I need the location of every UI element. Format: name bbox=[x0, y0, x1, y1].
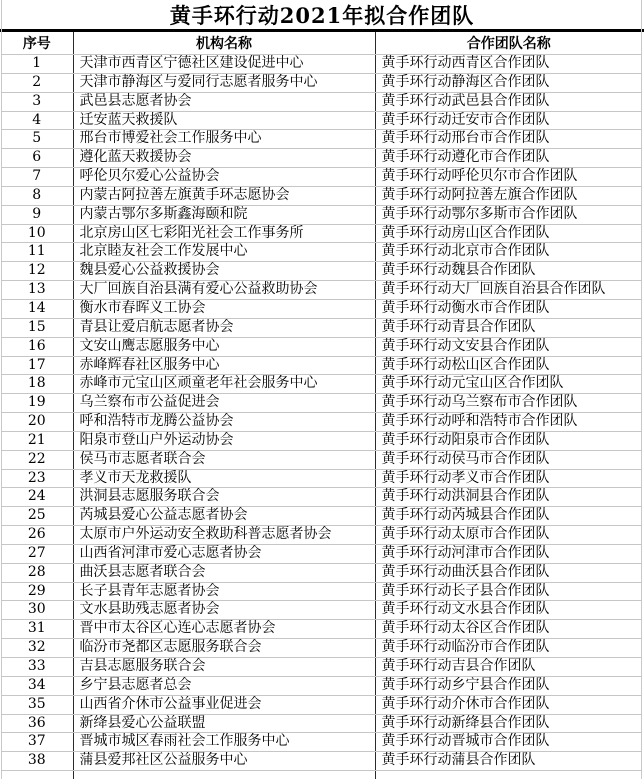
org-name-cell: 天津市西青区宁德社区建设促进中心 bbox=[73, 55, 375, 74]
team-name-cell: 黄手环行动鄂尔多斯市合作团队 bbox=[375, 205, 642, 224]
table-row bbox=[1, 186, 642, 205]
team-name-cell: 黄手环行动长子县合作团队 bbox=[375, 582, 642, 601]
team-name-cell: 黄手环行动阳泉市合作团队 bbox=[375, 431, 642, 450]
org-name-cell: 呼伦贝尔爱心公益协会 bbox=[73, 168, 375, 187]
org-name-cell: 吉县志愿服务联合会 bbox=[73, 658, 375, 677]
row-index-cell: 12 bbox=[1, 262, 73, 281]
row-index-cell: 14 bbox=[1, 299, 73, 318]
org-name-cell: 新绛县爱心公益联盟 bbox=[73, 714, 375, 733]
team-name-cell: 黄手环行动河津市合作团队 bbox=[375, 544, 642, 563]
team-name-cell: 黄手环行动蒲县合作团队 bbox=[375, 752, 642, 771]
org-name-cell: 长子县青年志愿者协会 bbox=[73, 582, 375, 601]
org-name-cell bbox=[73, 771, 375, 779]
team-name-cell: 黄手环行动呼和浩特市合作团队 bbox=[375, 413, 642, 432]
team-name-cell: 黄手环行动晋城市合作团队 bbox=[375, 733, 642, 752]
table-title: 黄手环行动2021年拟合作团队 bbox=[169, 2, 475, 28]
row-index-cell: 1 bbox=[1, 55, 73, 74]
org-name-cell: 武邑县志愿者协会 bbox=[73, 92, 375, 111]
table-row bbox=[1, 73, 642, 92]
row-index-cell: 23 bbox=[1, 469, 73, 488]
row-index-cell: 20 bbox=[1, 413, 73, 432]
table-row bbox=[1, 676, 642, 695]
row-index-cell: 10 bbox=[1, 224, 73, 243]
org-name-cell: 临汾市尧都区志愿服务联合会 bbox=[73, 639, 375, 658]
org-name-cell: 邢台市博爱社会工作服务中心 bbox=[73, 130, 375, 149]
row-index-cell: 7 bbox=[1, 168, 73, 187]
row-index-cell: 15 bbox=[1, 318, 73, 337]
table-row bbox=[1, 243, 642, 262]
table-row bbox=[1, 149, 642, 168]
org-name-cell: 青县让爱启航志愿者协会 bbox=[73, 318, 375, 337]
row-index-cell: 11 bbox=[1, 243, 73, 262]
row-index-cell: 34 bbox=[1, 676, 73, 695]
team-name-cell: 黄手环行动遵化市合作团队 bbox=[375, 149, 642, 168]
row-index-cell bbox=[1, 771, 73, 779]
table-row bbox=[1, 262, 642, 281]
team-name-cell: 黄手环行动太谷区合作团队 bbox=[375, 620, 642, 639]
row-index-cell: 6 bbox=[1, 149, 73, 168]
row-index-cell: 27 bbox=[1, 544, 73, 563]
row-index-cell: 33 bbox=[1, 658, 73, 677]
org-name-cell: 大厂回族自治县满有爱心公益救助协会 bbox=[73, 281, 375, 300]
table-row bbox=[1, 469, 642, 488]
org-name-cell: 曲沃县志愿者联合会 bbox=[73, 563, 375, 582]
team-name-cell: 黄手环行动乌兰察布市合作团队 bbox=[375, 394, 642, 413]
row-index-cell: 29 bbox=[1, 582, 73, 601]
team-name-cell: 黄手环行动北京市合作团队 bbox=[375, 243, 642, 262]
row-index-cell: 21 bbox=[1, 431, 73, 450]
header-row bbox=[1, 32, 642, 55]
org-name-cell: 蒲县爱邦社区公益服务中心 bbox=[73, 752, 375, 771]
org-name-cell: 芮城县爱心公益志愿者协会 bbox=[73, 507, 375, 526]
org-name-cell: 迁安蓝天救援队 bbox=[73, 111, 375, 130]
team-name-cell: 黄手环行动大厂回族自治县合作团队 bbox=[375, 281, 642, 300]
org-name-cell: 文安山鹰志愿服务中心 bbox=[73, 337, 375, 356]
team-name-cell: 黄手环行动迁安市合作团队 bbox=[375, 111, 642, 130]
table-row bbox=[1, 111, 642, 130]
row-index-cell: 18 bbox=[1, 375, 73, 394]
row-index-cell: 16 bbox=[1, 337, 73, 356]
team-name-cell: 黄手环行动孝义市合作团队 bbox=[375, 469, 642, 488]
team-name-cell: 黄手环行动介休市合作团队 bbox=[375, 695, 642, 714]
org-name-cell: 乡宁县志愿者总会 bbox=[73, 676, 375, 695]
org-name-cell: 天津市静海区与爱同行志愿者服务中心 bbox=[73, 73, 375, 92]
org-name-cell: 北京房山区七彩阳光社会工作事务所 bbox=[73, 224, 375, 243]
team-name-cell: 黄手环行动邢台市合作团队 bbox=[375, 130, 642, 149]
team-name-cell: 黄手环行动衡水市合作团队 bbox=[375, 299, 642, 318]
team-name-cell: 黄手环行动房山区合作团队 bbox=[375, 224, 642, 243]
table-header bbox=[1, 32, 642, 55]
table-row bbox=[1, 92, 642, 111]
team-name-cell: 黄手环行动魏县合作团队 bbox=[375, 262, 642, 281]
table-row bbox=[1, 544, 642, 563]
team-name-cell: 黄手环行动曲沃县合作团队 bbox=[375, 563, 642, 582]
table-row bbox=[1, 695, 642, 714]
table-row bbox=[1, 488, 642, 507]
table-row bbox=[1, 130, 642, 149]
table-row bbox=[1, 356, 642, 375]
table-row bbox=[1, 375, 642, 394]
team-name-cell: 黄手环行动文水县合作团队 bbox=[375, 601, 642, 620]
cooperation-table bbox=[1, 32, 642, 779]
team-name-cell: 黄手环行动太原市合作团队 bbox=[375, 526, 642, 545]
table-row bbox=[1, 431, 642, 450]
org-name-cell: 魏县爱心公益救援协会 bbox=[73, 262, 375, 281]
org-name-cell: 孝义市天龙救援队 bbox=[73, 469, 375, 488]
row-index-cell: 38 bbox=[1, 752, 73, 771]
team-name-cell: 黄手环行动青县合作团队 bbox=[375, 318, 642, 337]
org-name-cell: 北京睦友社会工作发展中心 bbox=[73, 243, 375, 262]
row-index-cell: 19 bbox=[1, 394, 73, 413]
row-index-cell: 3 bbox=[1, 92, 73, 111]
table-row bbox=[1, 450, 642, 469]
row-index-cell: 13 bbox=[1, 281, 73, 300]
org-name-cell: 晋城市城区春雨社会工作服务中心 bbox=[73, 733, 375, 752]
row-index-cell: 9 bbox=[1, 205, 73, 224]
table-row bbox=[1, 526, 642, 545]
table-body bbox=[1, 55, 642, 779]
col-header-org-name: 机构名称 bbox=[73, 32, 375, 55]
org-name-cell: 遵化蓝天救援协会 bbox=[73, 149, 375, 168]
team-name-cell: 黄手环行动侯马市合作团队 bbox=[375, 450, 642, 469]
table-row bbox=[1, 620, 642, 639]
partial-row bbox=[1, 771, 642, 779]
org-name-cell: 赤峰辉春社区服务中心 bbox=[73, 356, 375, 375]
table-row bbox=[1, 55, 642, 74]
row-index-cell: 28 bbox=[1, 563, 73, 582]
table-row bbox=[1, 224, 642, 243]
table-row bbox=[1, 752, 642, 771]
table-row bbox=[1, 507, 642, 526]
table-row bbox=[1, 658, 642, 677]
row-index-cell: 22 bbox=[1, 450, 73, 469]
org-name-cell: 阳泉市登山户外运动协会 bbox=[73, 431, 375, 450]
row-index-cell: 37 bbox=[1, 733, 73, 752]
row-index-cell: 2 bbox=[1, 73, 73, 92]
row-index-cell: 24 bbox=[1, 488, 73, 507]
team-name-cell: 黄手环行动乡宁县合作团队 bbox=[375, 676, 642, 695]
table-row bbox=[1, 299, 642, 318]
team-name-cell: 黄手环行动阿拉善左旗合作团队 bbox=[375, 186, 642, 205]
table-row bbox=[1, 413, 642, 432]
row-index-cell: 32 bbox=[1, 639, 73, 658]
table-row bbox=[1, 394, 642, 413]
row-index-cell: 35 bbox=[1, 695, 73, 714]
table-row bbox=[1, 168, 642, 187]
table-row bbox=[1, 563, 642, 582]
team-name-cell: 黄手环行动西青区合作团队 bbox=[375, 55, 642, 74]
row-index-cell: 25 bbox=[1, 507, 73, 526]
org-name-cell: 太原市户外运动安全救助科普志愿者协会 bbox=[73, 526, 375, 545]
row-index-cell: 5 bbox=[1, 130, 73, 149]
table-row bbox=[1, 733, 642, 752]
table-row bbox=[1, 639, 642, 658]
team-name-cell: 黄手环行动吉县合作团队 bbox=[375, 658, 642, 677]
table-row bbox=[1, 582, 642, 601]
org-name-cell: 呼和浩特市龙腾公益协会 bbox=[73, 413, 375, 432]
table-row bbox=[1, 205, 642, 224]
team-name-cell: 黄手环行动文安县合作团队 bbox=[375, 337, 642, 356]
team-name-cell: 黄手环行动临汾市合作团队 bbox=[375, 639, 642, 658]
org-name-cell: 晋中市太谷区心连心志愿者协会 bbox=[73, 620, 375, 639]
team-name-cell bbox=[375, 771, 642, 779]
team-name-cell: 黄手环行动元宝山区合作团队 bbox=[375, 375, 642, 394]
row-index-cell: 4 bbox=[1, 111, 73, 130]
org-name-cell: 侯马市志愿者联合会 bbox=[73, 450, 375, 469]
row-index-cell: 36 bbox=[1, 714, 73, 733]
table-row bbox=[1, 318, 642, 337]
row-index-cell: 30 bbox=[1, 601, 73, 620]
row-index-cell: 26 bbox=[1, 526, 73, 545]
org-name-cell: 内蒙古阿拉善左旗黄手环志愿协会 bbox=[73, 186, 375, 205]
org-name-cell: 山西省河津市爱心志愿者协会 bbox=[73, 544, 375, 563]
row-index-cell: 17 bbox=[1, 356, 73, 375]
team-name-cell: 黄手环行动静海区合作团队 bbox=[375, 73, 642, 92]
team-name-cell: 黄手环行动呼伦贝尔市合作团队 bbox=[375, 168, 642, 187]
team-name-cell: 黄手环行动洪洞县合作团队 bbox=[375, 488, 642, 507]
team-name-cell: 黄手环行动芮城县合作团队 bbox=[375, 507, 642, 526]
table-row bbox=[1, 281, 642, 300]
table-row bbox=[1, 601, 642, 620]
table-row bbox=[1, 337, 642, 356]
org-name-cell: 衡水市春晖义工协会 bbox=[73, 299, 375, 318]
row-index-cell: 31 bbox=[1, 620, 73, 639]
col-header-team-name: 合作团队名称 bbox=[375, 32, 642, 55]
org-name-cell: 山西省介休市公益事业促进会 bbox=[73, 695, 375, 714]
table-row bbox=[1, 714, 642, 733]
team-name-cell: 黄手环行动松山区合作团队 bbox=[375, 356, 642, 375]
team-name-cell: 黄手环行动武邑县合作团队 bbox=[375, 92, 642, 111]
col-header-index: 序号 bbox=[1, 32, 73, 55]
team-name-cell: 黄手环行动新绛县合作团队 bbox=[375, 714, 642, 733]
org-name-cell: 文水县助残志愿者协会 bbox=[73, 601, 375, 620]
row-index-cell: 8 bbox=[1, 186, 73, 205]
org-name-cell: 乌兰察布市公益促进会 bbox=[73, 394, 375, 413]
org-name-cell: 赤峰市元宝山区顽童老年社会服务中心 bbox=[73, 375, 375, 394]
org-name-cell: 洪洞县志愿服务联合会 bbox=[73, 488, 375, 507]
org-name-cell: 内蒙古鄂尔多斯鑫海颐和院 bbox=[73, 205, 375, 224]
